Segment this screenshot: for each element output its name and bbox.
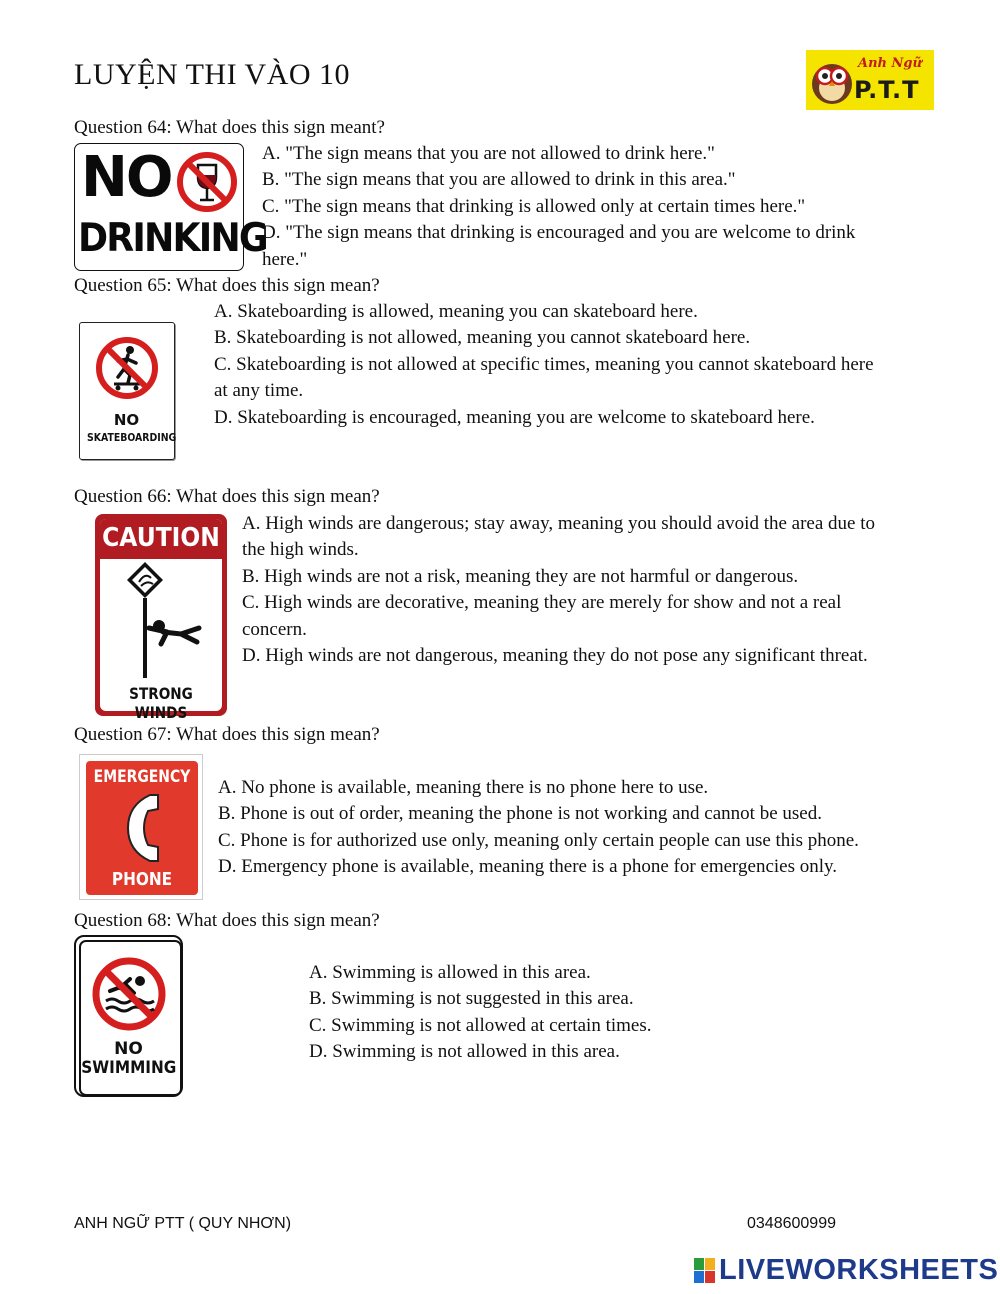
options-list xyxy=(218,775,859,881)
sign-text-skateboarding: SKATEBOARDING xyxy=(86,431,177,444)
no-skateboard-icon xyxy=(94,335,160,401)
options-list xyxy=(242,511,875,669)
footer-left: ANH NGỮ PTT ( QUY NHƠN) xyxy=(74,1215,292,1232)
sign-text-no: NO xyxy=(113,411,140,429)
option-d[interactable]: D. Skateboarding is encouraged, meaning you are welcome to skateboard here. xyxy=(214,406,815,428)
question-prompt: Question 65: What does this sign mean? xyxy=(74,275,380,296)
option-d[interactable]: D. Swimming is not allowed in this area. xyxy=(309,1041,620,1063)
liveworksheets-logo-icon xyxy=(694,1258,716,1284)
option-a[interactable]: A. High winds are dangerous; stay away, meaning you should avoid the area due to xyxy=(242,513,875,534)
sign-text-no: NO xyxy=(114,1039,143,1059)
strong-winds-sign xyxy=(95,514,227,722)
option-d-cont[interactable]: here." xyxy=(262,248,308,270)
sign-text-emergency: EMERGENCY xyxy=(93,767,191,787)
question-prompt: Question 64: What does this sign meant? xyxy=(74,117,385,138)
page-title: LUYỆN THI VÀO 10 xyxy=(74,58,351,91)
question-prompt: Question 67: What does this sign mean? xyxy=(74,724,380,745)
option-b[interactable]: B. Phone is out of order, meaning the phone is not working and cannot be used. xyxy=(218,803,822,825)
option-c[interactable]: C. Swimming is not allowed at certain times. xyxy=(309,1014,652,1036)
sign-text-swimming: SWIMMING xyxy=(81,1058,177,1078)
option-b[interactable]: B. Swimming is not suggested in this area. xyxy=(309,988,634,1010)
options-list xyxy=(262,141,855,273)
options-list xyxy=(309,960,651,1066)
logo-line2: P.T.T xyxy=(854,76,920,104)
option-a[interactable]: A. Skateboarding is allowed, meaning you can skateboard here. xyxy=(214,301,698,322)
option-d[interactable]: D. Emergency phone is available, meaning there is a phone for emergencies only. xyxy=(218,856,838,878)
sign-text-caution: CAUTION xyxy=(102,523,220,553)
sign-text-no: NO xyxy=(81,145,172,210)
option-a[interactable]: A. No phone is available, meaning there is no phone here to use. xyxy=(218,777,709,798)
option-c-cont[interactable]: at any time. xyxy=(214,380,304,402)
logo-line1: Anh Ngữ xyxy=(858,56,922,71)
sign-text-drinking: DRINKING xyxy=(78,216,267,261)
question-prompt: Question 66: What does this sign mean? xyxy=(74,486,380,507)
no-swimming-sign xyxy=(74,935,183,1097)
no-drinking-sign xyxy=(74,143,267,271)
option-c[interactable]: C. "The sign means that drinking is allowed only at certain times here." xyxy=(262,195,806,217)
options-list xyxy=(214,299,874,431)
option-a[interactable]: A. "The sign means that you are not allowed to drink here." xyxy=(262,143,715,164)
emergency-phone-sign xyxy=(79,754,203,900)
phone-handset-icon xyxy=(120,791,164,865)
option-b[interactable]: B. "The sign means that you are allowed to drink in this area." xyxy=(262,169,736,191)
option-c[interactable]: C. Phone is for authorized use only, meaning only certain people can use this phone. xyxy=(218,829,859,851)
logo xyxy=(806,50,934,110)
no-skateboarding-sign xyxy=(79,322,175,460)
no-swimming-icon xyxy=(90,955,168,1033)
option-b[interactable]: B. Skateboarding is not allowed, meaning you cannot skateboard here. xyxy=(214,327,751,349)
option-b[interactable]: B. High winds are not a risk, meaning they are not harmful or dangerous. xyxy=(242,565,799,587)
liveworksheets-watermark[interactable] xyxy=(694,1254,998,1287)
sign-text-strong-winds: STRONG WINDS xyxy=(129,684,193,722)
option-c[interactable]: C. Skateboarding is not allowed at specific times, meaning you cannot skateboard here xyxy=(214,353,874,375)
option-a-cont[interactable]: the high winds. xyxy=(242,539,359,561)
sign-text-phone: PHONE xyxy=(111,869,173,890)
option-d[interactable]: D. "The sign means that drinking is encouraged and you are welcome to drink xyxy=(262,222,856,244)
option-c[interactable]: C. High winds are decorative, meaning they are merely for show and not a real xyxy=(242,592,842,614)
option-d[interactable]: D. High winds are not dangerous, meaning they do not pose any significant threat. xyxy=(242,645,868,667)
wind-person-icon xyxy=(111,562,211,682)
liveworksheets-text: LIVEWORKSHEETS xyxy=(719,1254,999,1286)
question-prompt: Question 68: What does this sign mean? xyxy=(74,910,380,931)
footer-phone: 0348600999 xyxy=(747,1215,836,1232)
option-a[interactable]: A. Swimming is allowed in this area. xyxy=(309,962,591,983)
no-wine-icon xyxy=(176,151,238,213)
option-c-cont[interactable]: concern. xyxy=(242,618,307,640)
